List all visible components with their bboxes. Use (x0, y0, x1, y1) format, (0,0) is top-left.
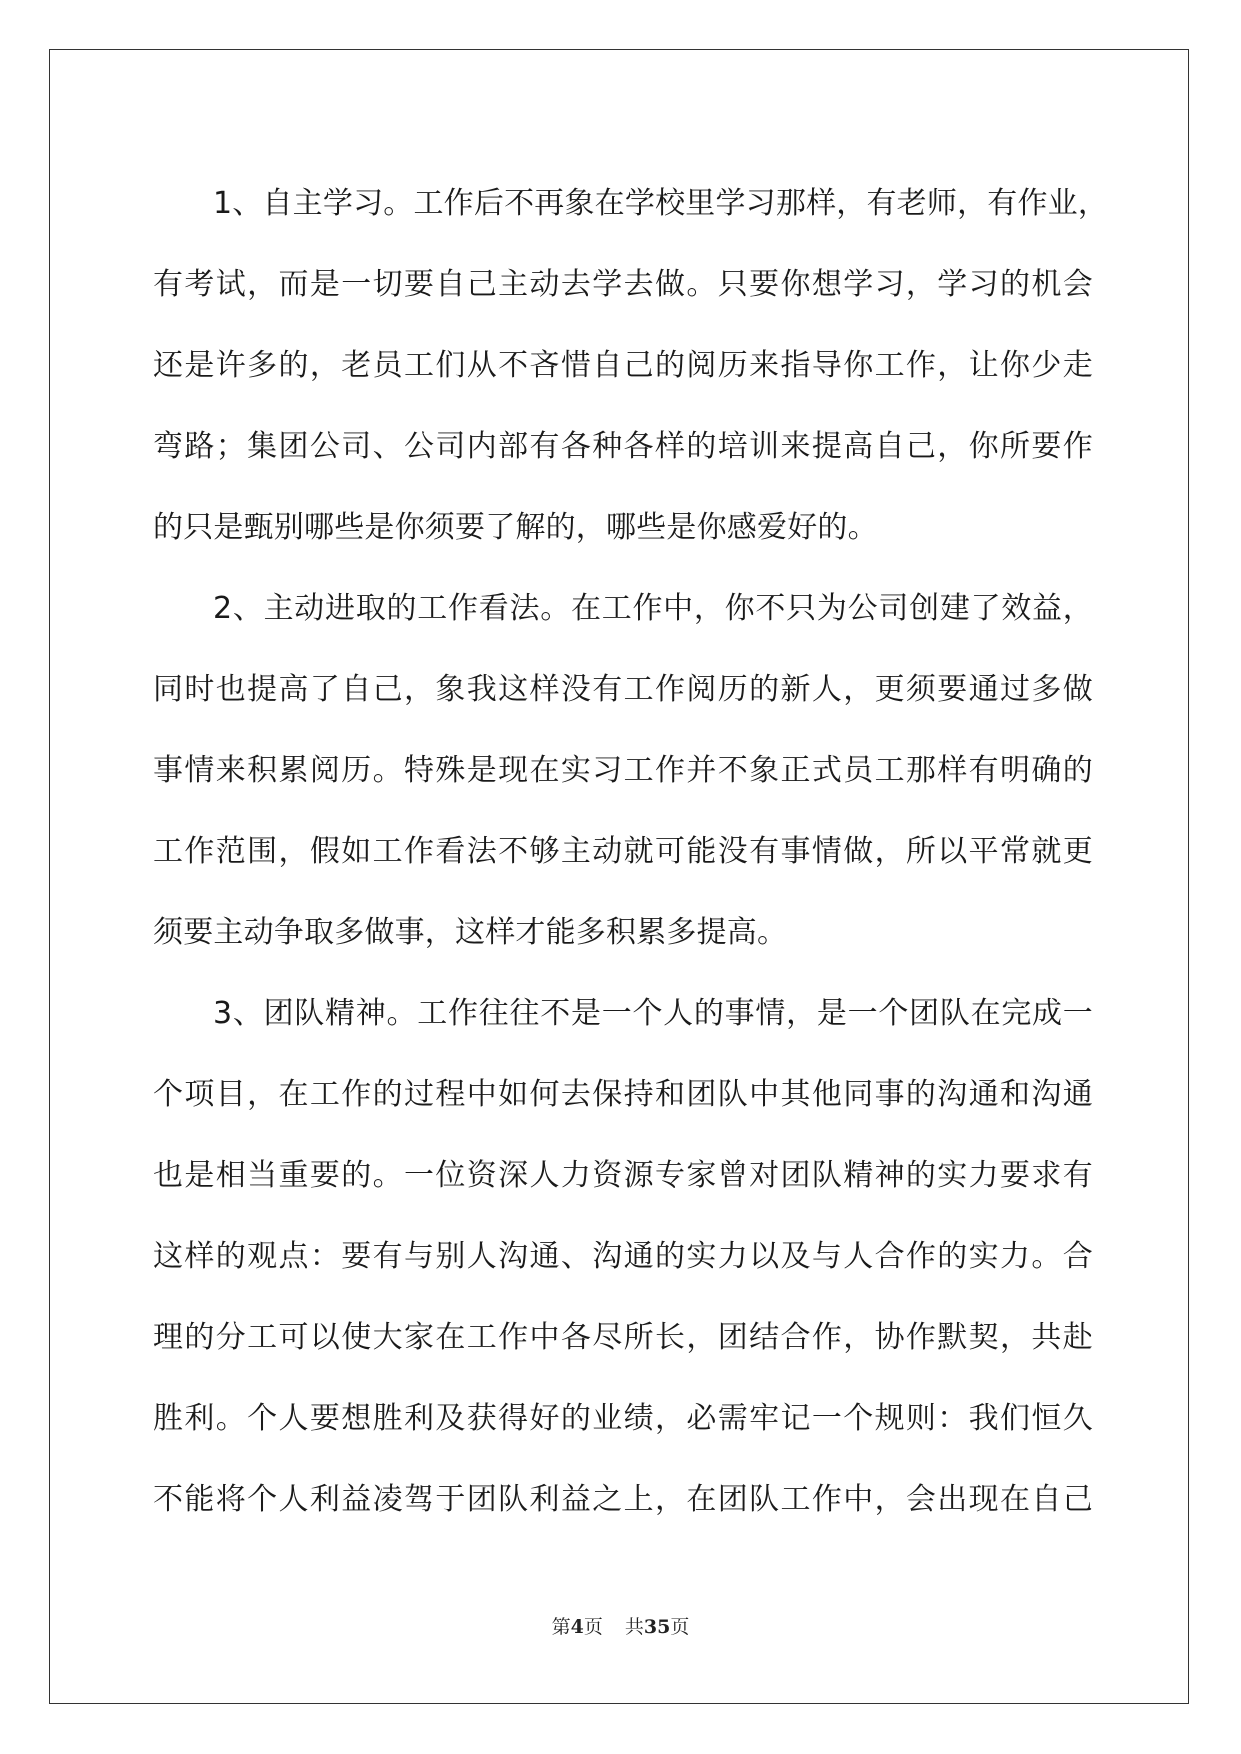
paragraph-2 (153, 568, 1093, 973)
paragraph-3 (153, 973, 1093, 1540)
text-line: 还是许多的，老员工们从不吝惜自己的阅历来指导你工作，让你少走 (153, 348, 1093, 383)
text-line: 理的分工可以使大家在工作中各尽所长，团结合作，协作默契，共赴 (153, 1320, 1093, 1355)
text-line: 1、自主学习。工作后不再象在学校里学习那样，有老师，有作业， (213, 186, 1109, 221)
text-line: 同时也提高了自己，象我这样没有工作阅历的新人，更须要通过多做 (153, 672, 1093, 707)
text-line: 也是相当重要的。一位资深人力资源专家曾对团队精神的实力要求有 (153, 1158, 1093, 1193)
text-line: 这样的观点：要有与别人沟通、沟通的实力以及与人合作的实力。合 (153, 1239, 1093, 1274)
text-line: 弯路；集团公司、公司内部有各种各样的培训来提高自己，你所要作 (153, 429, 1093, 464)
total-label-prefix: 共 (624, 1616, 644, 1638)
page-label-prefix: 第 (551, 1616, 571, 1638)
text-line: 个项目，在工作的过程中如何去保持和团队中其他同事的沟通和沟通 (153, 1077, 1093, 1112)
text-line: 的只是甄别哪些是你须要了解的，哪些是你感爱好的。 (153, 510, 878, 545)
text-line: 事情来积累阅历。特殊是现在实习工作并不象正式员工那样有明确的 (153, 753, 1093, 788)
text-line: 胜利。个人要想胜利及获得好的业绩，必需牢记一个规则：我们恒久 (153, 1401, 1093, 1436)
total-page-count: 35 (643, 1616, 671, 1638)
total-label-suffix: 页 (670, 1616, 690, 1638)
page-label-suffix: 页 (583, 1616, 603, 1638)
text-line: 工作范围，假如工作看法不够主动就可能没有事情做，所以平常就更 (153, 834, 1093, 869)
document-body (153, 163, 1109, 1540)
paragraph-1 (153, 163, 1109, 568)
text-line: 3、团队精神。工作往往不是一个人的事情，是一个团队在完成一 (213, 996, 1093, 1031)
page-footer (0, 1612, 1241, 1639)
text-line: 不能将个人利益凌驾于团队利益之上，在团队工作中，会出现在自己 (153, 1482, 1093, 1517)
current-page-number: 4 (570, 1616, 584, 1638)
text-line: 2、主动进取的工作看法。在工作中，你不只为公司创建了效益， (213, 591, 1093, 626)
text-line: 有考试，而是一切要自己主动去学去做。只要你想学习，学习的机会 (153, 267, 1093, 302)
text-line: 须要主动争取多做事，这样才能多积累多提高。 (153, 915, 788, 950)
